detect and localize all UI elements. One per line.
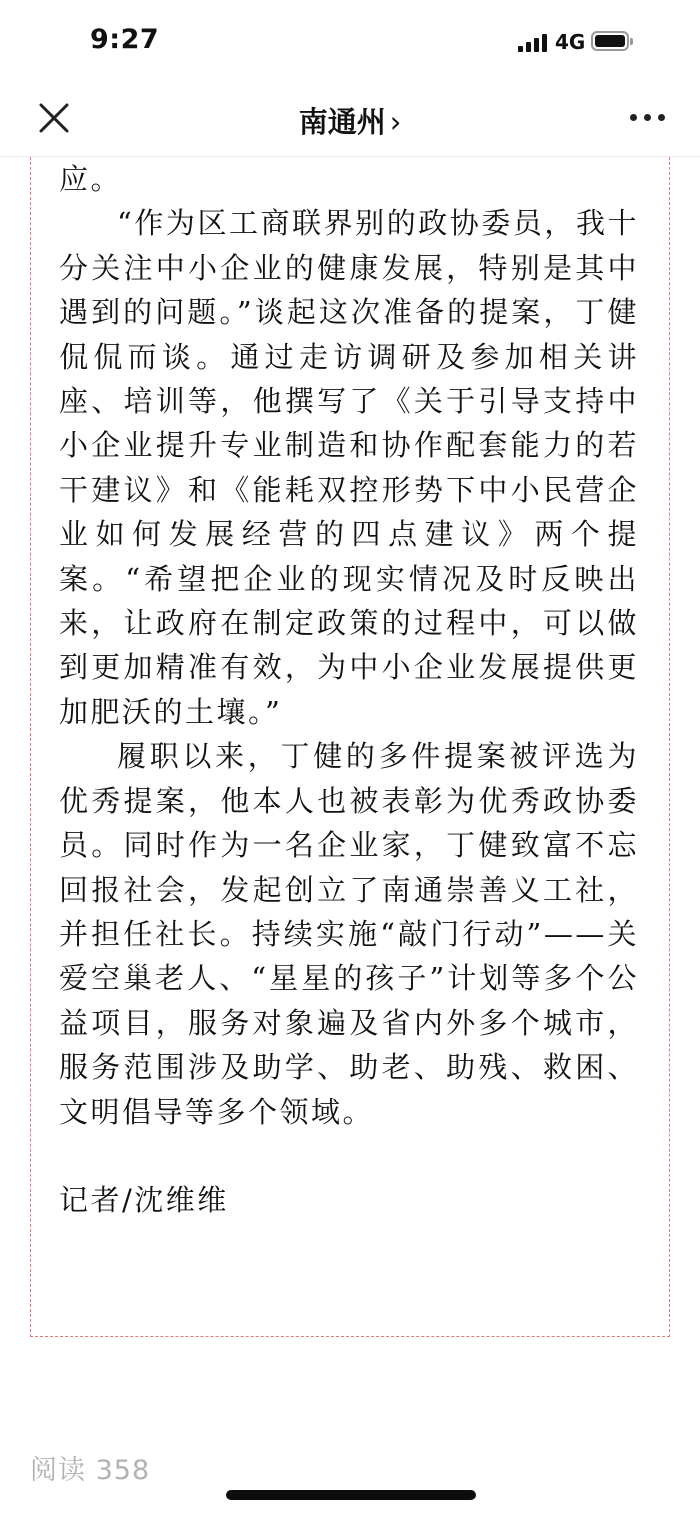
network-type: 4G	[555, 30, 586, 54]
read-count: 阅读 358	[30, 1455, 151, 1486]
article-paragraph: “作为区工商联界别的政协委员，我十分关注中小企业的健康发展，特别是其中遇到的问题。”谈起这次准备的提案，丁健侃侃而谈。通过走访调研及参加相关讲座、培训等，他撰写了《关于引导支持中小企业提升专业制造和协作配套能力的若干建议》和《能耗双控形势下中小民营企业如何发展经营的四点建议》两个提案。“希望把企业的现实情况及时反映出来，让政府在制定政策的过程中，可以做到更加精准有效，为中小企业发展提供更加肥沃的土壤。”	[59, 206, 639, 729]
account-title-link[interactable]	[0, 100, 700, 141]
article-body	[59, 157, 639, 1222]
home-indicator[interactable]	[226, 1490, 476, 1500]
signal-strength-icon	[518, 34, 552, 52]
status-time: 9:27	[90, 24, 160, 55]
account-name[interactable]: 南通州	[298, 105, 386, 139]
byline: 记者/沈维维	[59, 1182, 229, 1217]
chevron-right-icon: ›	[389, 105, 402, 139]
article-paragraph: 履职以来，丁健的多件提案被评选为优秀提案，他本人也被表彰为优秀政协委员。同时作为一名企业家，丁健致富不忘回报社会，发起创立了南通崇善义工社，并担任社长。持续实施“敲门行动”——关爱空巢老人、“星星的孩子”计划等多个公益项目，服务对象遍及省内外多个城市，服务范围涉及助学、助老、助残、救困、文明倡导等多个领域。	[59, 739, 639, 1129]
article-paragraph: 应。	[59, 162, 123, 196]
more-button[interactable]	[628, 110, 668, 126]
status-bar	[0, 0, 700, 84]
battery-icon	[591, 31, 629, 51]
nav-bar	[0, 84, 700, 157]
article-frame	[30, 157, 670, 1337]
